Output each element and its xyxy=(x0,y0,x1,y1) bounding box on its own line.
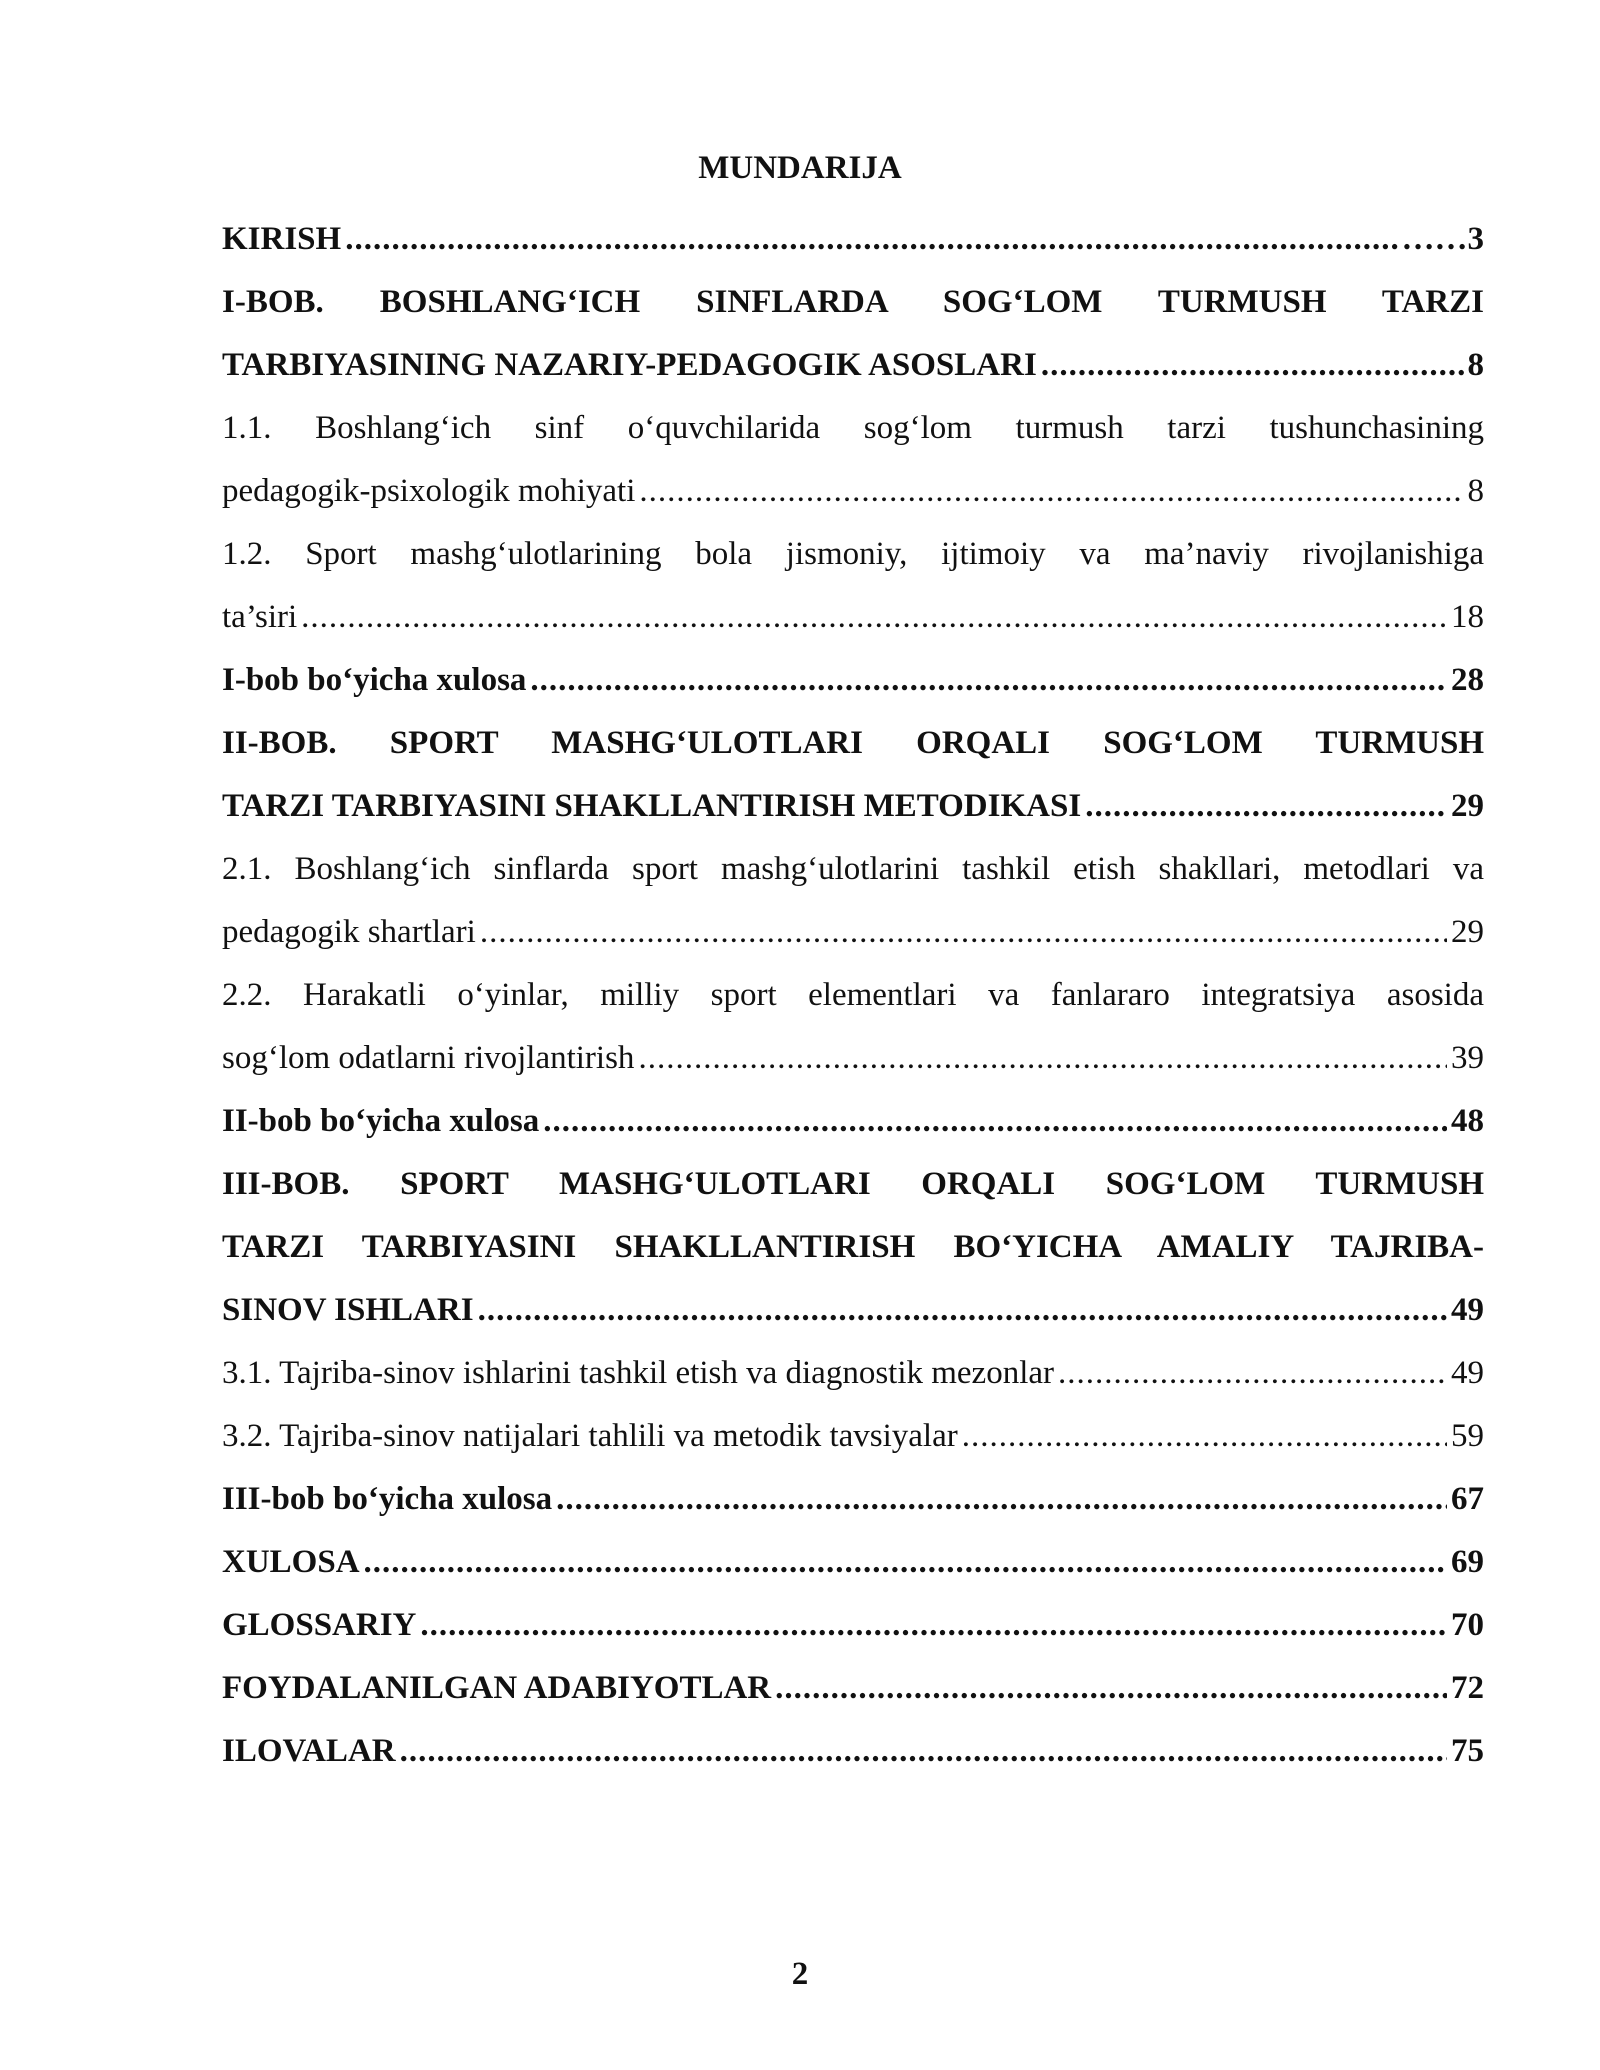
toc-entry-page: 28 xyxy=(1451,662,1484,698)
toc-entry xyxy=(222,775,1484,838)
toc-entry-page: 70 xyxy=(1451,1607,1484,1643)
toc-entry-page: 39 xyxy=(1451,1040,1484,1076)
dot-leader xyxy=(480,901,1447,964)
toc-entry xyxy=(222,208,1484,271)
toc-entry xyxy=(222,1657,1484,1720)
toc-entry xyxy=(222,334,1484,397)
toc-entry-title: ILOVALAR xyxy=(222,1733,396,1769)
toc-entry-page: 48 xyxy=(1451,1103,1484,1139)
toc-entry-page: 67 xyxy=(1451,1481,1484,1517)
toc-entry xyxy=(222,1468,1484,1531)
toc-entry-title: pedagogik shartlari xyxy=(222,914,476,950)
toc-entry xyxy=(222,1090,1484,1153)
toc-entry xyxy=(222,649,1484,712)
dot-leader xyxy=(556,1468,1447,1531)
toc-entry-line: TARZI TARBIYASINI SHAKLLANTIRISH BO‘YICHA AMALIY TAJRIBA- xyxy=(222,1229,1484,1265)
page-number: 2 xyxy=(791,1956,809,1992)
table-of-contents xyxy=(222,208,1484,1783)
dot-leader xyxy=(364,1531,1447,1594)
dot-leader xyxy=(478,1279,1447,1342)
toc-entry-line: III-BOB. SPORT MASHG‘ULOTLARI ORQALI SOG‘LOM TURMUSH xyxy=(222,1166,1484,1202)
toc-entry-title: III-bob bo‘yicha xulosa xyxy=(222,1481,553,1517)
toc-entry-page: 29 xyxy=(1451,788,1484,824)
toc-entry-line: 2.2. Harakatli o‘yinlar, milliy sport elementlari va fanlararo integratsiya asosida xyxy=(222,977,1484,1013)
dot-leader xyxy=(775,1657,1447,1720)
toc-entry-title: TARBIYASINING NAZARIY-PEDAGOGIK ASOSLARI xyxy=(222,347,1037,383)
toc-entry-line: 1.2. Sport mashg‘ulotlarining bola jismoniy, ijtimoiy va ma’naviy rivojlanishiga xyxy=(222,536,1484,572)
toc-entry xyxy=(222,1279,1484,1342)
toc-entry-line: 1.1. Boshlang‘ich sinf o‘quvchilarida sog‘lom turmush tarzi tushunchasining xyxy=(222,410,1484,446)
toc-entry xyxy=(222,1027,1484,1090)
toc-entry-page: 72 xyxy=(1451,1670,1484,1706)
toc-entry-title: II-bob bo‘yicha xulosa xyxy=(222,1103,540,1139)
dot-leader xyxy=(1041,334,1464,397)
toc-entry-page: 49 xyxy=(1451,1355,1484,1391)
toc-entry-title: XULOSA xyxy=(222,1544,360,1580)
toc-entry-title: sog‘lom odatlarni rivojlantirish xyxy=(222,1040,635,1076)
toc-entry-title: KIRISH xyxy=(222,221,342,257)
toc-entry-page: 59 xyxy=(1451,1418,1484,1454)
dot-leader xyxy=(1085,775,1447,838)
toc-entry xyxy=(222,586,1484,649)
dot-leader xyxy=(301,586,1447,649)
toc-entry xyxy=(222,1342,1484,1405)
toc-entry xyxy=(222,1720,1484,1783)
toc-entry-page: 49 xyxy=(1451,1292,1484,1328)
toc-entry-page: 69 xyxy=(1451,1544,1484,1580)
dot-leader xyxy=(420,1594,1447,1657)
dot-leader xyxy=(543,1090,1447,1153)
toc-entry-page: 75 xyxy=(1451,1733,1484,1769)
toc-entry-line: II-BOB. SPORT MASHG‘ULOTLARI ORQALI SOG‘LOM TURMUSH xyxy=(222,725,1484,761)
toc-entry-line: 2.1. Boshlang‘ich sinflarda sport mashg‘ulotlarini tashkil etish shakllari, metodlari va xyxy=(222,851,1484,887)
toc-entry xyxy=(222,1594,1484,1657)
toc-entry-title: FOYDALANILGAN ADABIYOTLAR xyxy=(222,1670,772,1706)
toc-entry-page: 8 xyxy=(1467,473,1484,509)
toc-entry-page: 18 xyxy=(1451,599,1484,635)
toc-entry-title: ta’siri xyxy=(222,599,298,635)
toc-entry xyxy=(222,460,1484,523)
dot-leader xyxy=(639,460,1463,523)
dot-leader xyxy=(530,649,1447,712)
toc-entry-title: 3.2. Tajriba-sinov natijalari tahlili va metodik tavsiyalar xyxy=(222,1418,958,1454)
toc-entry-page: 8 xyxy=(1467,347,1484,383)
toc-title: MUNDARIJA xyxy=(698,150,902,186)
toc-entry-title: I-bob bo‘yicha xulosa xyxy=(222,662,527,698)
toc-entry-title: TARZI TARBIYASINI SHAKLLANTIRISH METODIKASI xyxy=(222,788,1082,824)
toc-entry xyxy=(222,1405,1484,1468)
dot-leader xyxy=(400,1720,1447,1783)
toc-entry-title: GLOSSARIY xyxy=(222,1607,417,1643)
dot-leader xyxy=(638,1027,1447,1090)
toc-entry-line: I-BOB. BOSHLANG‘ICH SINFLARDA SOG‘LOM TURMUSH TARZI xyxy=(222,284,1484,320)
toc-entry-title: 3.1. Tajriba-sinov ishlarini tashkil etish va diagnostik mezonlar xyxy=(222,1355,1055,1391)
dot-leader xyxy=(962,1405,1447,1468)
toc-entry xyxy=(222,901,1484,964)
dot-leader xyxy=(345,208,1397,271)
toc-entry-page: ……3 xyxy=(1401,221,1484,257)
toc-entry-title: SINOV ISHLARI xyxy=(222,1292,474,1328)
toc-entry xyxy=(222,1531,1484,1594)
dot-leader xyxy=(1058,1342,1447,1405)
toc-entry-page: 29 xyxy=(1451,914,1484,950)
toc-entry-title: pedagogik-psixologik mohiyati xyxy=(222,473,636,509)
